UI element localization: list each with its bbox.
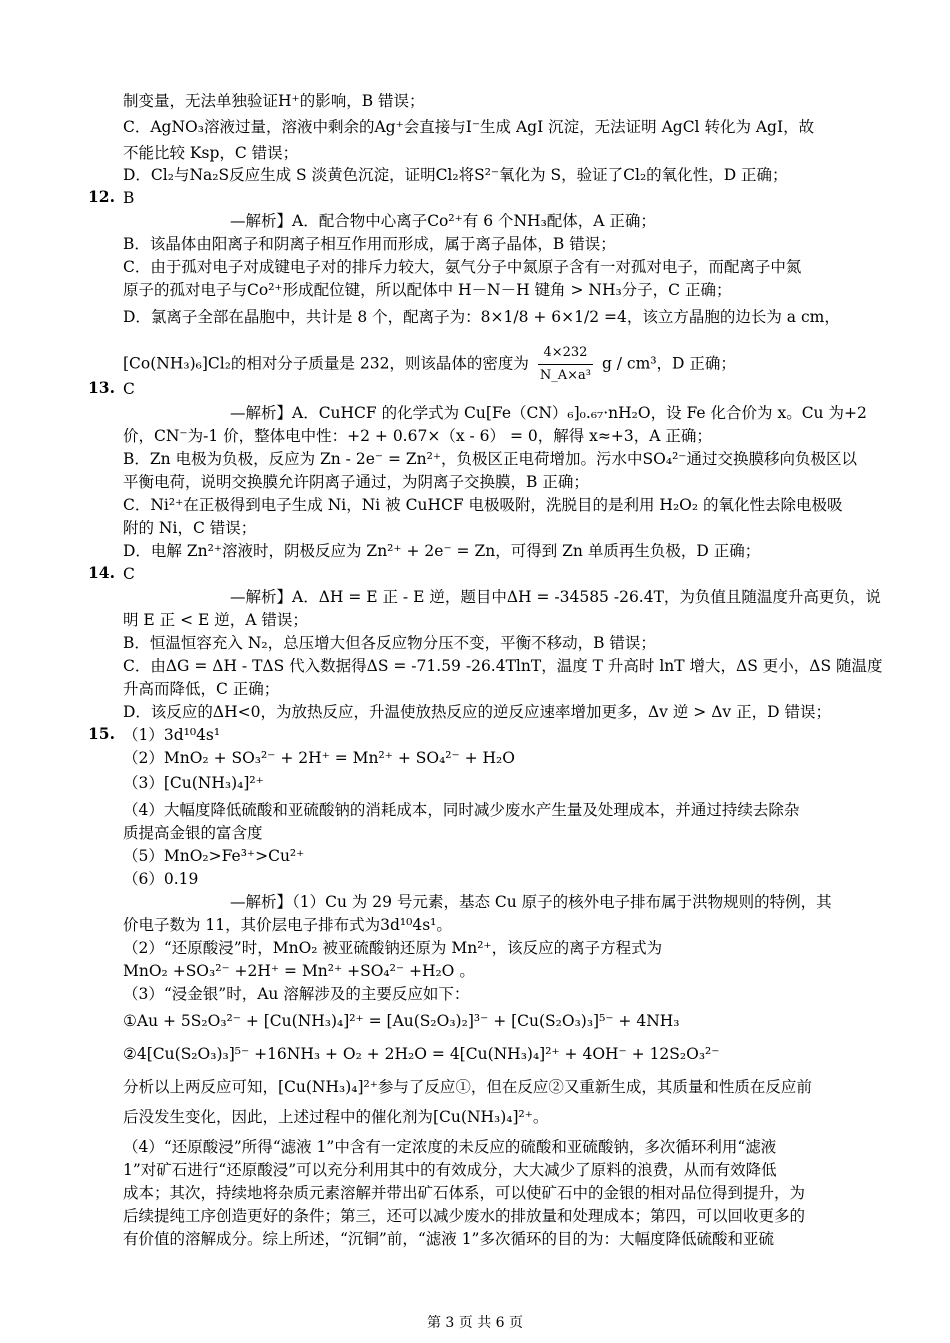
text-line: 后续提纯工序创造更好的条件；第三，还可以减少废水的排放量和处理成本；第四，可以回收更多的 bbox=[123, 1207, 806, 1225]
question-number: 13. bbox=[88, 378, 115, 397]
text-line: D．氯离子全部在晶胞中，共计是 8 个，配离子为：8×1/8 + 6×1/2 =4，该立方晶胞的边长为 a cm， bbox=[123, 308, 840, 326]
text-line: C．由ΔG = ΔH - TΔS 代入数据得ΔS = -71.59 -26.4TlnT，温度 T 升高时 lnT 增大，ΔS 更小，ΔS 随温度 bbox=[123, 657, 883, 675]
analysis-line: —解析】A．配合物中心离子Co²⁺有 6 个NH₃配体，A 正确； bbox=[230, 212, 656, 230]
answer-line: （3）[Cu(NH₃)₄]²⁺ bbox=[123, 774, 264, 792]
text-line: B．恒温恒容充入 N₂，总压增大但各反应物分压不变，平衡不移动，B 错误； bbox=[123, 634, 656, 652]
text-line: （4）“还原酸浸”所得“滤液 1”中含有一定浓度的未反应的硫酸和亚硫酸钠，多次循环利用“滤液 bbox=[123, 1138, 777, 1156]
text-line: D．该反应的ΔH<0，为放热反应，升温使放热反应的逆反应速率增加更多，Δv 逆 > Δv 正，D 错误； bbox=[123, 703, 831, 721]
density-numerator: 4×232 bbox=[538, 342, 593, 365]
text-line: 明 E 正 < E 逆，A 错误； bbox=[123, 611, 308, 629]
text-line: MnO₂ +SO₃²⁻ +2H⁺ = Mn²⁺ +SO₄²⁻ +H₂O 。 bbox=[123, 962, 475, 980]
text-line: （3）“浸金银”时，Au 溶解涉及的主要反应如下： bbox=[123, 985, 470, 1003]
text-line: （2）“还原酸浸”时，MnO₂ 被亚硫酸钠还原为 Mn²⁺，该反应的离子方程式为 bbox=[123, 939, 663, 957]
density-denominator: N_A×a³ bbox=[539, 368, 591, 383]
text-line: 不能比较 Ksp，C 错误； bbox=[123, 144, 299, 162]
text-line: 1”对矿石进行“还原酸浸”可以充分利用其中的有效成分，大大减少了原料的浪费，从而有效降低 bbox=[123, 1161, 777, 1179]
text-line: 分析以上两反应可知，[Cu(NH₃)₄]²⁺参与了反应①，但在反应②又重新生成，其质量和性质在反应前 bbox=[123, 1078, 812, 1096]
answer: B bbox=[123, 189, 135, 207]
text-line: D．Cl₂与Na₂S反应生成 S 淡黄色沉淀，证明Cl₂将S²⁻氧化为 S，验证了Cl₂的氧化性，D 正确； bbox=[123, 166, 788, 184]
text-line: 价电子数为 11，其价层电子排布式为3d¹⁰4s¹。 bbox=[123, 916, 452, 934]
text-line: 有价值的溶解成分。综上所述，“沉铜”前，“滤液 1”多次循环的目的为：大幅度降低硫酸和亚硫 bbox=[123, 1230, 774, 1248]
answer-line: （5）MnO₂>Fe³⁺>Cu²⁺ bbox=[123, 847, 305, 865]
answer-line: 质提高金银的富含度 bbox=[123, 824, 263, 842]
answer: C bbox=[123, 565, 135, 583]
text-line: 原子的孤对电子与Co²⁺形成配位键，所以配体中 H－N－H 键角 > NH₃分子，C 正确； bbox=[123, 281, 732, 299]
text-line: C．AgNO₃溶液过量，溶液中剩余的Ag⁺会直接与I⁻生成 AgI 沉淀，无法证明 AgCl 转化为 AgI，故 bbox=[123, 118, 815, 136]
density-text: [Co(NH₃)₆]Cl₂的相对分子质量是 232，则该晶体的密度为 bbox=[123, 354, 529, 373]
text-line: B．Zn 电极为负极，反应为 Zn - 2e⁻ = Zn²⁺，负极区正电荷增加。污水中SO₄²⁻通过交换膜移向负极区以 bbox=[123, 450, 857, 468]
question-number: 12. bbox=[88, 187, 115, 206]
density-unit: g / cm³，D 正确； bbox=[601, 354, 736, 373]
analysis-line: —解析】A．ΔH = E 正 - E 逆，题目中ΔH = -34585 -26.4T，为负值且随温度升高更负，说 bbox=[230, 588, 881, 606]
text-line: C．Ni²⁺在正极得到电子生成 Ni，Ni 被 CuHCF 电极吸附，洗脱目的是利用 H₂O₂ 的氧化性去除电极吸 bbox=[123, 496, 843, 514]
text-line: 平衡电荷，说明交换膜允许阴离子通过，为阴离子交换膜，B 正确； bbox=[123, 473, 589, 491]
question-number: 15. bbox=[88, 724, 115, 743]
question-number: 14. bbox=[88, 563, 115, 582]
text-line: 价，CN⁻为-1 价，整体电中性：+2 + 0.67×（x - 6） = 0，解得 x≈+3，A 正确； bbox=[123, 427, 712, 445]
answer-line: （2）MnO₂ + SO₃²⁻ + 2H⁺ = Mn²⁺ + SO₄²⁻ + H₂O bbox=[123, 749, 515, 767]
answer-line: （6）0.19 bbox=[123, 870, 199, 888]
text-line: 制变量，无法单独验证H⁺的影响，B 错误； bbox=[123, 92, 425, 110]
text-line: D．电解 Zn²⁺溶液时，阴极反应为 Zn²⁺ + 2e⁻ = Zn，可得到 Zn 单质再生负极，D 正确； bbox=[123, 542, 761, 560]
analysis-line: —解析】A．CuHCF 的化学式为 Cu[Fe（CN）₆]₀.₆₇·nH₂O，设 Fe 化合价为 x。Cu 为+2 bbox=[230, 404, 867, 422]
text-line: B．该晶体由阳离子和阴离子相互作用而形成，属于离子晶体，B 错误； bbox=[123, 235, 616, 253]
text-line: 后没发生变化，因此，上述过程中的催化剂为[Cu(NH₃)₄]²⁺。 bbox=[123, 1108, 549, 1126]
equation-line: ①Au + 5S₂O₃²⁻ + [Cu(NH₃)₄]²⁺ = [Au(S₂O₃)₂]³⁻ + [Cu(S₂O₃)₃]⁵⁻ + 4NH₃ bbox=[123, 1012, 680, 1030]
text-line: C．由于孤对电子对成键电子对的排斥力较大，氨气分子中氮原子含有一对孤对电子，而配离子中氮 bbox=[123, 258, 802, 276]
text-line: 成本；其次，持续地将杂质元素溶解并带出矿石体系，可以使矿石中的金银的相对品位得到提升，为 bbox=[123, 1184, 806, 1202]
answer-line: （4）大幅度降低硫酸和亚硫酸钠的消耗成本，同时减少废水产生量及处理成本，并通过持续去除杂 bbox=[123, 801, 800, 819]
answer: C bbox=[123, 380, 135, 398]
text-line: 附的 Ni，C 错误； bbox=[123, 519, 257, 537]
text-line: 升高而降低，C 正确； bbox=[123, 680, 280, 698]
equation-line: ②4[Cu(S₂O₃)₃]⁵⁻ +16NH₃ + O₂ + 2H₂O = 4[Cu(NH₃)₄]²⁺ + 4OH⁻ + 12S₂O₃²⁻ bbox=[123, 1045, 720, 1063]
analysis-line: —解析】（1）Cu 为 29 号元素，基态 Cu 原子的核外电子排布属于洪物规则的特例，其 bbox=[230, 893, 832, 911]
answer-line: （1）3d¹⁰4s¹ bbox=[123, 726, 221, 744]
page-footer: 第 3 页 共 6 页 bbox=[426, 1315, 524, 1331]
